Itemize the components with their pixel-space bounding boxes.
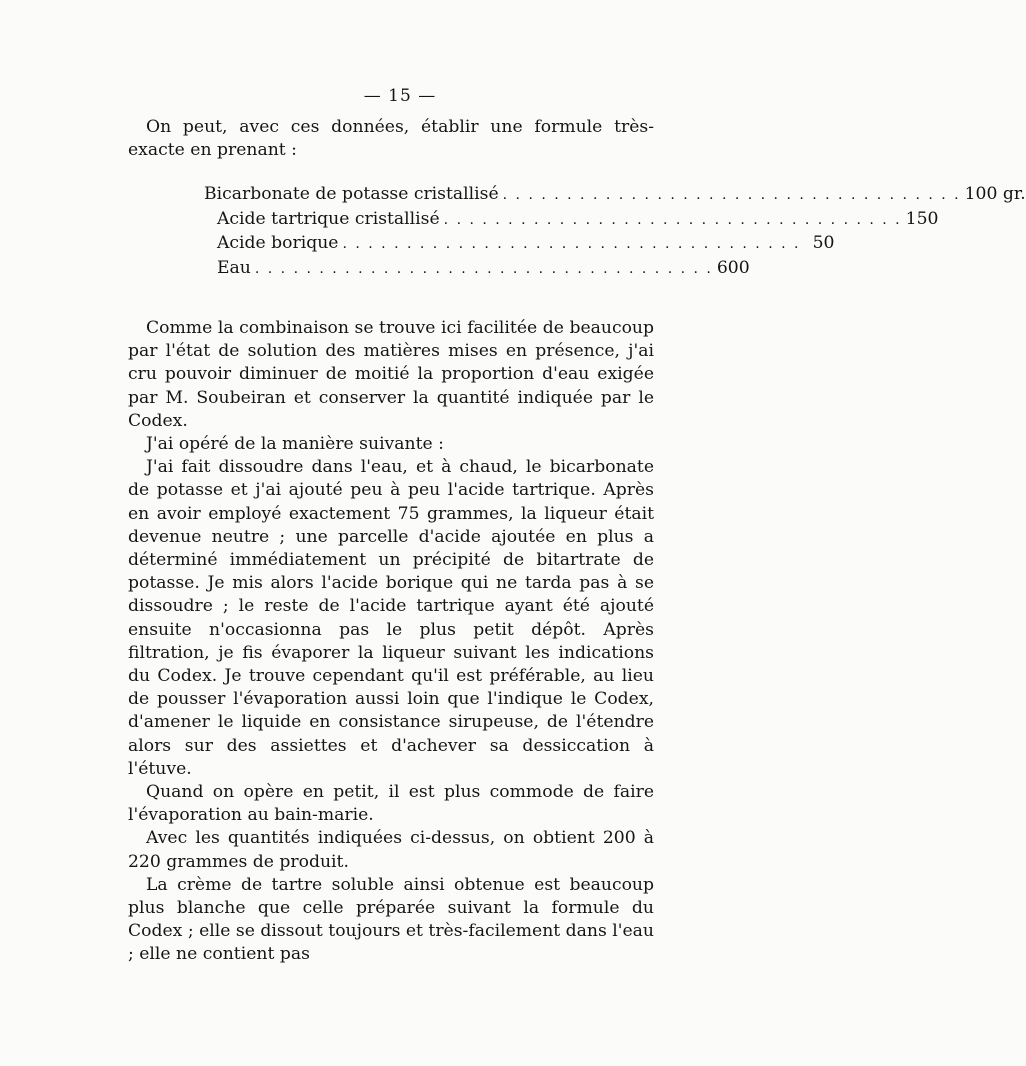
ingredient-quantity: 50 <box>812 233 835 254</box>
paragraph: Avec les quantités indiquées ci-dessus, on obtient 200 à 220 grammes de produit. <box>128 828 654 872</box>
ingredient-name: Acide tartrique cristallisé <box>217 208 440 229</box>
recipe-row <box>204 257 750 282</box>
leader-dots: . . . . . . . . . . . . . . . . . . . . . . . . . . . . . . . . . . . . <box>342 236 801 253</box>
paragraph: J'ai opéré de la manière suivante : <box>146 434 444 455</box>
recipe-row <box>204 183 1026 208</box>
recipe-row <box>204 232 835 257</box>
page-number: — 15 — <box>363 86 437 106</box>
ingredient-quantity: 100 gr. <box>964 184 1026 204</box>
ingredient-name: Acide borique <box>217 233 339 254</box>
paragraph: Quand on opère en petit, il est plus commode de faire l'évaporation au bain-marie. <box>128 782 654 826</box>
paragraph: La crème de tartre soluble ainsi obtenue est beaucoup plus blanche que celle préparée suivant la formule du Codex ; elle se dissout toujours et très-facilement dans l'eau ; elle ne contient pas <box>128 874 654 965</box>
leader-dots: . . . . . . . . . . . . . . . . . . . . . . . . . . . . . . . . . . . . <box>502 187 961 203</box>
recipe-table <box>204 183 1026 281</box>
leader-dots: . . . . . . . . . . . . . . . . . . . . . . . . . . . . . . . . . . . . <box>254 260 713 277</box>
ingredient-quantity: 600 <box>716 257 750 278</box>
main-text <box>128 317 654 967</box>
ingredient-name: Eau <box>217 257 251 278</box>
recipe-row <box>204 208 939 233</box>
leader-dots: . . . . . . . . . . . . . . . . . . . . . . . . . . . . . . . . . . . . <box>443 211 902 228</box>
intro-text: On peut, avec ces données, établir une formule très-exacte en prenant : <box>128 117 654 161</box>
paragraph: Comme la combinaison se trouve ici facilitée de beaucoup par l'état de solution des matières mises en présence, j'ai cru pouvoir diminuer de moitié la proportion d'eau exigée par M. Soubeiran et conserver la quantité indiquée par le Codex. <box>128 318 654 431</box>
ingredient-quantity: 150 <box>905 208 939 229</box>
paragraph: J'ai fait dissoudre dans l'eau, et à chaud, le bicarbonate de potasse et j'ai ajouté peu à peu l'acide tartrique. Après en avoir employé exactement 75 grammes, la liqueur était devenue neutre ; une parcelle d'acide ajoutée en plus a déterminé immédiatement un précipité de bitartrate de potasse. Je mis alors l'acide borique qui ne tarda pas à se dissoudre ; le reste de l'acide tartrique ayant été ajouté ensuite n'occasionna pas le plus petit dépôt. Après filtration, je fis évaporer la liqueur suivant les indications du Codex. Je trouve cependant qu'il est préférable, au lieu de pousser l'évaporation aussi loin que l'indique le Codex, d'amener le liquide en consistance sirupeuse, de l'étendre alors sur des assiettes et d'achever sa dessiccation à l'étuve. <box>128 457 654 779</box>
intro-paragraph <box>128 116 654 162</box>
ingredient-name: Bicarbonate de potasse cristallisé <box>204 184 499 204</box>
